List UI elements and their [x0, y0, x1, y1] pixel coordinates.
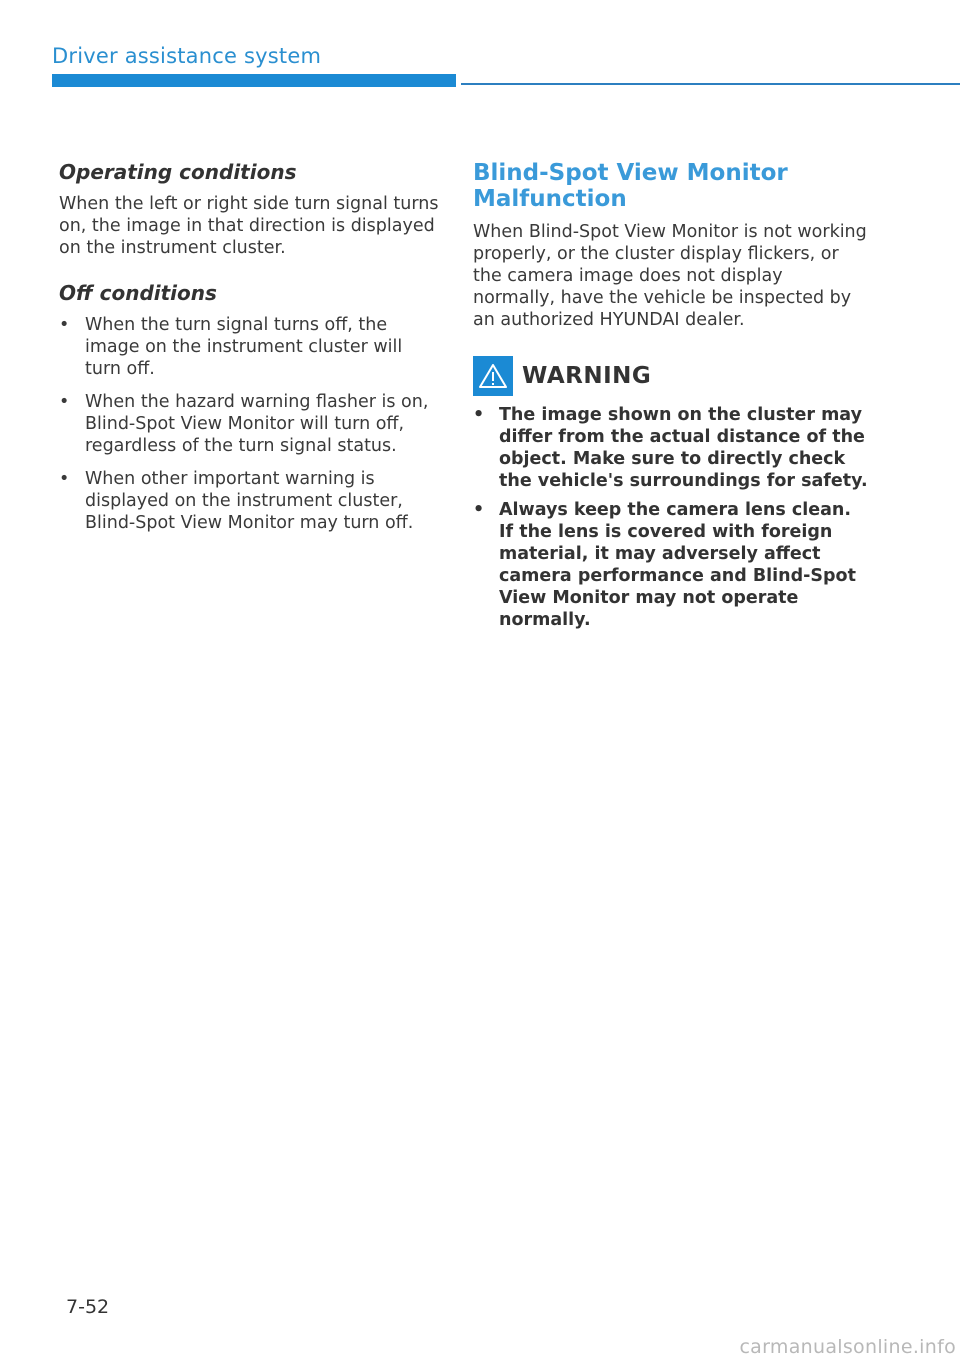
off-conditions-heading: Off conditions [59, 281, 217, 305]
operating-conditions-heading: Operating conditions [59, 160, 297, 184]
left-column [59, 158, 439, 545]
list-item [59, 314, 439, 380]
bullet-icon: • [59, 469, 70, 489]
list-item [59, 468, 439, 534]
malfunction-text: When Blind-Spot View Monitor is not working properly, or the cluster display flickers, or the camera image does not display normally, have the vehicle be inspected by an authorized HYUNDAI dealer. [473, 222, 867, 330]
list-item [473, 499, 868, 631]
warning-label: WARNING [522, 363, 652, 389]
bullet-icon: • [473, 405, 485, 425]
off-conditions-list [59, 314, 439, 534]
warning-triangle-icon [473, 356, 513, 396]
section-title: Driver assistance system [52, 44, 322, 68]
page-number: 7-52 [66, 1296, 110, 1318]
list-item [59, 391, 439, 457]
list-item [473, 404, 868, 492]
list-item-text: When other important warning is displayed on the instrument cluster, Blind-Spot View Monitor may turn off. [85, 469, 414, 533]
warning-list [473, 404, 868, 631]
watermark: carmanualsonline.info [739, 1336, 956, 1358]
operating-conditions-text: When the left or right side turn signal turns on, the image in that direction is displayed on the instrument cluster. [59, 194, 439, 258]
bullet-icon: • [59, 392, 70, 412]
header-divider-line [461, 83, 960, 85]
right-column [473, 160, 868, 638]
list-item-text: When the turn signal turns off, the image on the instrument cluster will turn off. [85, 315, 403, 379]
malfunction-heading: Blind-Spot View Monitor Malfunction [473, 160, 788, 212]
bullet-icon: • [473, 500, 485, 520]
bullet-icon: • [59, 315, 70, 335]
list-item-text: The image shown on the cluster may differ from the actual distance of the object. Make sure to directly check the vehicle's surroundings for safety. [499, 405, 868, 491]
list-item-text: Always keep the camera lens clean. If the lens is covered with foreign material, it may adversely affect camera performance and Blind-Spot View Monitor may not operate normally. [499, 500, 856, 630]
list-item-text: When the hazard warning flasher is on, Blind-Spot View Monitor will turn off, regardless of the turn signal status. [85, 392, 429, 456]
header-accent-bar [52, 74, 456, 87]
warning-header [473, 356, 868, 396]
